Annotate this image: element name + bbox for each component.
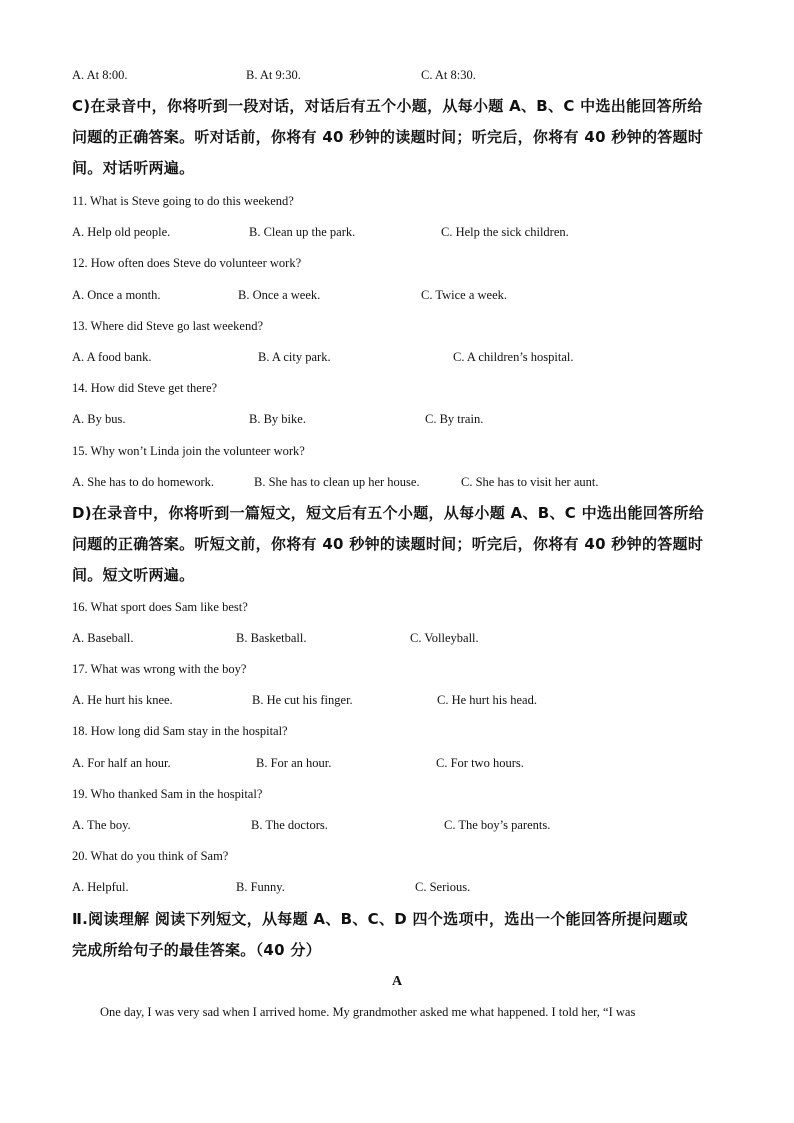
option-a: A. Help old people. <box>72 225 171 239</box>
question: 18. How long did Sam stay in the hospital? <box>72 724 288 738</box>
option-a: A. For half an hour. <box>72 756 171 770</box>
option-c: C. Twice a week. <box>421 288 508 302</box>
option-b: B. She has to clean up her house. <box>254 475 420 489</box>
option-a: A. Once a month. <box>72 288 161 302</box>
option-c: C. At 8:30. <box>421 68 476 82</box>
question: 14. How did Steve get there? <box>72 381 218 395</box>
option-a: A. Helpful. <box>72 880 129 894</box>
option-c: C. For two hours. <box>436 756 524 770</box>
question: 20. What do you think of Sam? <box>72 849 229 863</box>
option-b: B. Once a week. <box>238 288 321 302</box>
option-c: C. A children’s hospital. <box>453 350 574 364</box>
option-c: C. She has to visit her aunt. <box>461 475 599 489</box>
option-a: A. At 8:00. <box>72 68 128 82</box>
passage-text: One day, I was very sad when I arrived home. My grandmother asked me what happened. I told her, “I was <box>100 1005 636 1019</box>
question: 11. What is Steve going to do this weekend? <box>72 194 294 208</box>
option-a: A. The boy. <box>72 818 131 832</box>
section-d-line-1: D)在录音中，你将听到一篇短文，短文后有五个小题，从每小题 A、B、C 中选出能回答所给 <box>72 504 705 522</box>
option-c: C. By train. <box>425 412 484 426</box>
section-c-line-1: C)在录音中，你将听到一段对话，对话后有五个小题，从每小题 A、B、C 中选出能回答所给 <box>72 97 703 115</box>
option-b: B. Clean up the park. <box>249 225 356 239</box>
option-b: B. The doctors. <box>251 818 328 832</box>
section-c-instructions <box>72 91 724 184</box>
option-a: A. A food bank. <box>72 350 152 364</box>
section-d-line-2: 问题的正确答案。听短文前，你将有 40 秒钟的读题时间；听完后，你将有 40 秒钟的答题时 <box>72 535 704 553</box>
section-c-line-2: 问题的正确答案。听对话前，你将有 40 秒钟的读题时间；听完后，你将有 40 秒钟的答题时 <box>72 128 704 146</box>
option-c: C. The boy’s parents. <box>444 818 551 832</box>
section-ii-line-2: 完成所给句子的最佳答案。（40 分） <box>72 941 321 959</box>
question: 13. Where did Steve go last weekend? <box>72 319 264 333</box>
question: 16. What sport does Sam like best? <box>72 600 248 614</box>
section-c-line-3: 间。对话听两遍。 <box>72 159 195 177</box>
option-a: A. She has to do homework. <box>72 475 214 489</box>
option-c: C. Volleyball. <box>410 631 479 645</box>
option-c: C. Serious. <box>415 880 471 894</box>
question: 19. Who thanked Sam in the hospital? <box>72 787 263 801</box>
option-a: A. By bus. <box>72 412 126 426</box>
question: 15. Why won’t Linda join the volunteer work? <box>72 444 305 458</box>
section-d-instructions <box>72 498 724 591</box>
section-ii-instructions <box>72 904 724 966</box>
option-b: B. Basketball. <box>236 631 307 645</box>
passage-label: A <box>391 974 403 989</box>
option-b: B. A city park. <box>258 350 331 364</box>
section-d-line-3: 间。短文听两遍。 <box>72 566 195 584</box>
option-b: B. Funny. <box>236 880 285 894</box>
option-b: B. By bike. <box>249 412 306 426</box>
question: 12. How often does Steve do volunteer work? <box>72 256 302 270</box>
section-ii-line-1: Ⅱ.阅读理解 阅读下列短文，从每题 A、B、C、D 四个选项中，选出一个能回答所提问题或 <box>72 910 688 928</box>
option-c: C. He hurt his head. <box>437 693 537 707</box>
option-b: B. For an hour. <box>256 756 332 770</box>
option-c: C. Help the sick children. <box>441 225 569 239</box>
option-a: A. Baseball. <box>72 631 134 645</box>
question: 17. What was wrong with the boy? <box>72 662 247 676</box>
option-b: B. He cut his finger. <box>252 693 353 707</box>
option-a: A. He hurt his knee. <box>72 693 173 707</box>
option-b: B. At 9:30. <box>246 68 301 82</box>
